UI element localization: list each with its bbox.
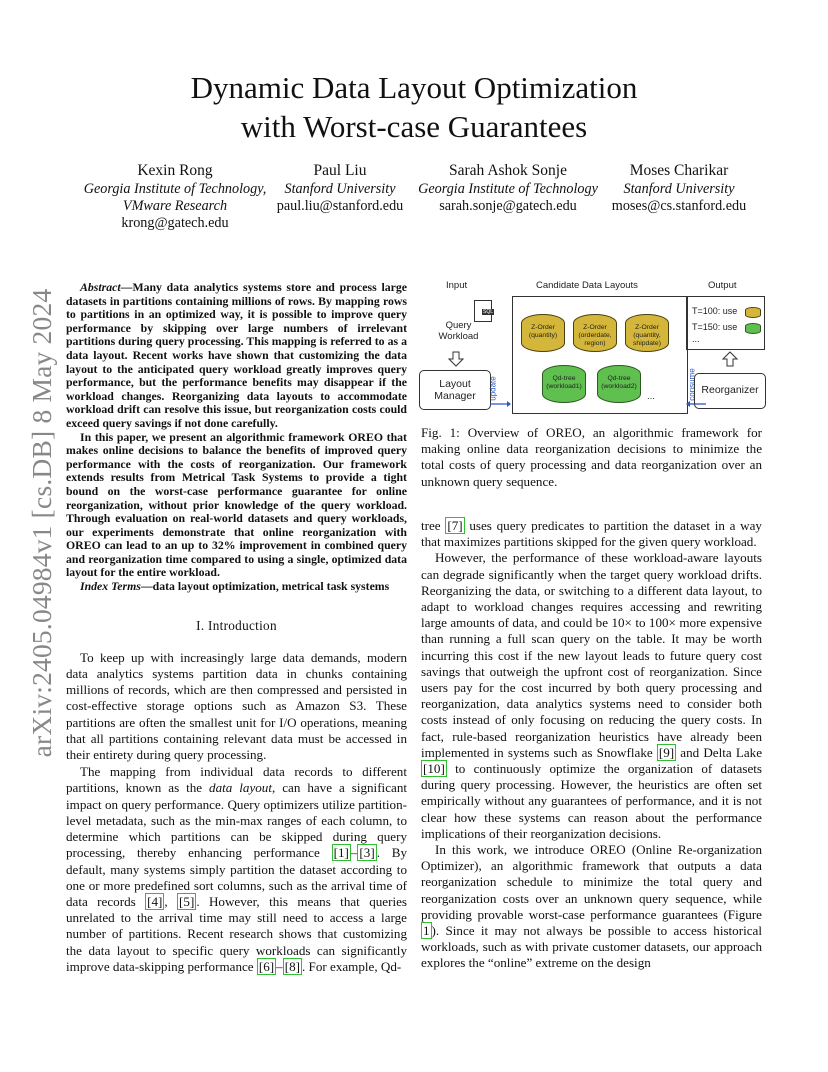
- sql-file-icon: [474, 300, 492, 322]
- qdtree-cylinder: [597, 365, 641, 403]
- abstract-text: that makes online decisions to balance the benefits of improved query performance with the costs of reorganization. Our framework extends results from Metrical Task Systems to provide a tight bound on the worst-case performance guarantee for online reorganization, without prior knowledge of the query workload. Through evaluation on real-world datasets and query workloads, our experiments demonstrate that online reorganization with: [66, 429, 407, 539]
- abstract-text: can lead to an up to 32% improvement in combined query and reorganization time compared to using a single, optimized data layout for the entire workload.: [66, 538, 407, 580]
- author-affiliation: Stanford University: [623, 181, 735, 197]
- right-column: [421, 425, 762, 490]
- paragraph: In this work, we introduce OREO (Online Re-organization Optimizer), an algorithmic framework that outputs a data reorganization schedule to minimize the total query and reorganization costs over an unknown query sequence, while providing provable worst-case performance guarantees (Figure 1 ). Since it may not always be possible to access historical workloads, such as with private customer datasets, our approach explores the “online” extreme on the design: [421, 842, 763, 971]
- qdtree-label: Qd-tree (workload1): [546, 375, 582, 390]
- citation-link[interactable]: [5]: [179, 893, 195, 909]
- citation-link[interactable]: [10]: [423, 761, 445, 777]
- citation-link[interactable]: [8]: [284, 958, 300, 974]
- figure-link[interactable]: 1: [423, 923, 430, 939]
- up-arrow-icon: [722, 351, 738, 367]
- figure-caption: Fig. 1: Overview of OREO, an algorithmic framework for making online data reorganization decisions to minimize the total costs of query processing and data reorganization over an unknown query sequence.: [421, 425, 762, 489]
- zorder-cylinder: [625, 314, 669, 352]
- author-name: Paul Liu: [313, 162, 367, 179]
- output-line: T=150: use: [692, 322, 738, 332]
- zorder-cylinder: [573, 314, 617, 352]
- arxiv-stamp-text: arXiv:2405.04984v1 [cs.DB] 8 May 2024: [26, 288, 57, 757]
- citation-link[interactable]: [6]: [258, 958, 275, 974]
- reorganizer-box: [694, 373, 766, 409]
- author-block: [606, 162, 752, 215]
- update-label: update: [488, 376, 498, 401]
- paragraph: tree [7] uses query predicates to partition the dataset in a way that maximizes partitions skipped for the given query workload.: [421, 518, 762, 550]
- system-name: OREO: [348, 429, 383, 444]
- index-terms-text: —data layout optimization, metrical task systems: [140, 579, 390, 594]
- author-block: [270, 162, 410, 215]
- right-column-body: [421, 518, 762, 972]
- down-arrow-icon: [448, 351, 464, 367]
- reorganizer-label: Reorganizer: [701, 384, 759, 396]
- layout-manager-label: Layout Manager: [434, 378, 476, 402]
- figure-ellipsis: ...: [647, 391, 655, 402]
- paragraph: The mapping from individual data records to different partitions, known as the data layout, can have a significant impact on query performance. Query optimizers utilize partition-level metadata, such as the min-max ranges of each column, to determine which partitions can be skipped during query processing, thereby enhancing performance [1] – [3] . By default, many systems simply partition the dataset according to one or more predefined sort columns, such as the arrival time of data records [4] , [5] . However, this means that queries unrelated to the arrival time may still need to access a large number of partitions. Recent research shows that customizing the data layout to specific query workloads can significantly improve data-skipping performance [6] – [8] . For example, Qd-: [66, 764, 408, 974]
- zorder-cylinder: [521, 314, 565, 352]
- author-name: Moses Charikar: [629, 162, 729, 179]
- citation-link[interactable]: [7]: [447, 518, 463, 533]
- author-email: krong@gatech.edu: [121, 215, 229, 231]
- author-name: Kexin Rong: [137, 162, 213, 179]
- citation-link[interactable]: [1]: [333, 845, 349, 861]
- author-email: paul.liu@stanford.edu: [276, 198, 404, 214]
- sql-badge: SQL: [482, 309, 493, 315]
- author-affiliation: Georgia Institute of Technology,: [83, 181, 267, 197]
- left-column: [66, 281, 407, 975]
- system-name: OREO: [66, 538, 101, 553]
- citation-link[interactable]: [4]: [147, 893, 163, 909]
- output-line: T=100: use: [692, 306, 738, 316]
- author-block: [410, 162, 606, 215]
- abstract-text: —Many data analytics systems store and process large datasets in partitions containing millions of rows. By mapping rows to partitions in an optimized way, it is possible to improve query performance by skipping over large numbers of irrelevant partitions during query processing. This mapping is referred to as a data layout. Recent works have shown that customizing the data layout to the anticipated query workload greatly improves query performance, but the performance benefits may disappear if the workload changes. Reorganizing data layouts to accommodate workload drift can resolve this issue, but reorganization costs could exceed query savings if not done carefully.: [66, 280, 407, 430]
- paper-title: [0, 68, 828, 146]
- author-affiliation: Stanford University: [284, 181, 396, 197]
- figure-layouts-label: Candidate Data Layouts: [536, 280, 638, 291]
- abstract-label: Abstract: [80, 280, 121, 294]
- qdtree-mini-icon: [745, 323, 761, 334]
- author-name: Sarah Ashok Sonje: [449, 162, 567, 179]
- consume-label: consume: [687, 368, 697, 401]
- zorder-label: Z-Order (quantity): [528, 324, 558, 339]
- figure-input-label: Input: [446, 280, 468, 291]
- figure-query-workload: Query Workload: [438, 320, 479, 342]
- section-heading: I. Introduction: [196, 617, 277, 633]
- author-email: sarah.sonje@gatech.edu: [439, 198, 577, 214]
- output-line: ...: [692, 334, 700, 344]
- qdtree-cylinder: [542, 365, 586, 403]
- paragraph: To keep up with increasingly large data demands, modern data analytics systems partition data in chunks containing millions of records, which are then compressed and persisted in cost-effective storage options such as Amazon S3. These partitions are often the smallest unit for I/O operations, meaning that all partitions containing relevant data must be accessed in their entirety during query processing.: [66, 649, 407, 763]
- figure-output-label: Output: [708, 280, 737, 291]
- output-box: [686, 296, 765, 350]
- abstract: [66, 281, 407, 594]
- candidate-layouts-box: [512, 296, 688, 414]
- author-affiliation: Georgia Institute of Technology: [418, 181, 598, 197]
- title-line-2: with Worst-case Guarantees: [240, 109, 588, 144]
- paragraph: However, the performance of these workload-aware layouts can degrade significantly when the target query workload drifts. Reorganizing the data, or switching to a different data layout, to adapt to workload changes requires accessing and rewriting large amounts of data, and could be 10× to 100× more expensive than running a full scan query on the table. It may be worth incurring this cost if the new layout leads to future query cost savings that outweigh the upfront cost of reorganization. Since users pay for the cost incurred by both query processing and reorganization, data analytics systems need to consider both costs instead of only focusing on reducing the query costs. In fact, rule-based reorganization heuristics have already been implemented in systems such as Snowflake [9] and Delta Lake [10] to continuously optimize the organization of datasets during query processing. However, the heuristics are often set empirically without any guarantees of performance, and it is not clear how these systems can reason about the performance implications of their reorganization decisions.: [421, 550, 763, 841]
- zorder-label: Z-Order (orderdate, region): [578, 324, 612, 347]
- figure-1: [418, 278, 768, 423]
- qdtree-label: Qd-tree (workload2): [601, 375, 637, 390]
- author-affiliation: VMware Research: [122, 198, 228, 214]
- index-terms-label: Index Terms: [80, 579, 141, 594]
- author-block: [80, 162, 270, 232]
- author-email: moses@cs.stanford.edu: [611, 198, 747, 214]
- citation-link[interactable]: [9]: [658, 744, 675, 760]
- zorder-mini-icon: [745, 307, 761, 318]
- title-line-1: Dynamic Data Layout Optimization: [190, 70, 638, 105]
- update-arrow-icon: [490, 400, 512, 408]
- layout-manager-box: [419, 370, 491, 410]
- citation-link[interactable]: [3]: [359, 845, 375, 861]
- abstract-text: In this paper, we present an algorithmic framework: [80, 429, 349, 444]
- arxiv-stamp: [22, 285, 62, 760]
- zorder-label: Z-Order (quantity, shipdate): [633, 324, 661, 347]
